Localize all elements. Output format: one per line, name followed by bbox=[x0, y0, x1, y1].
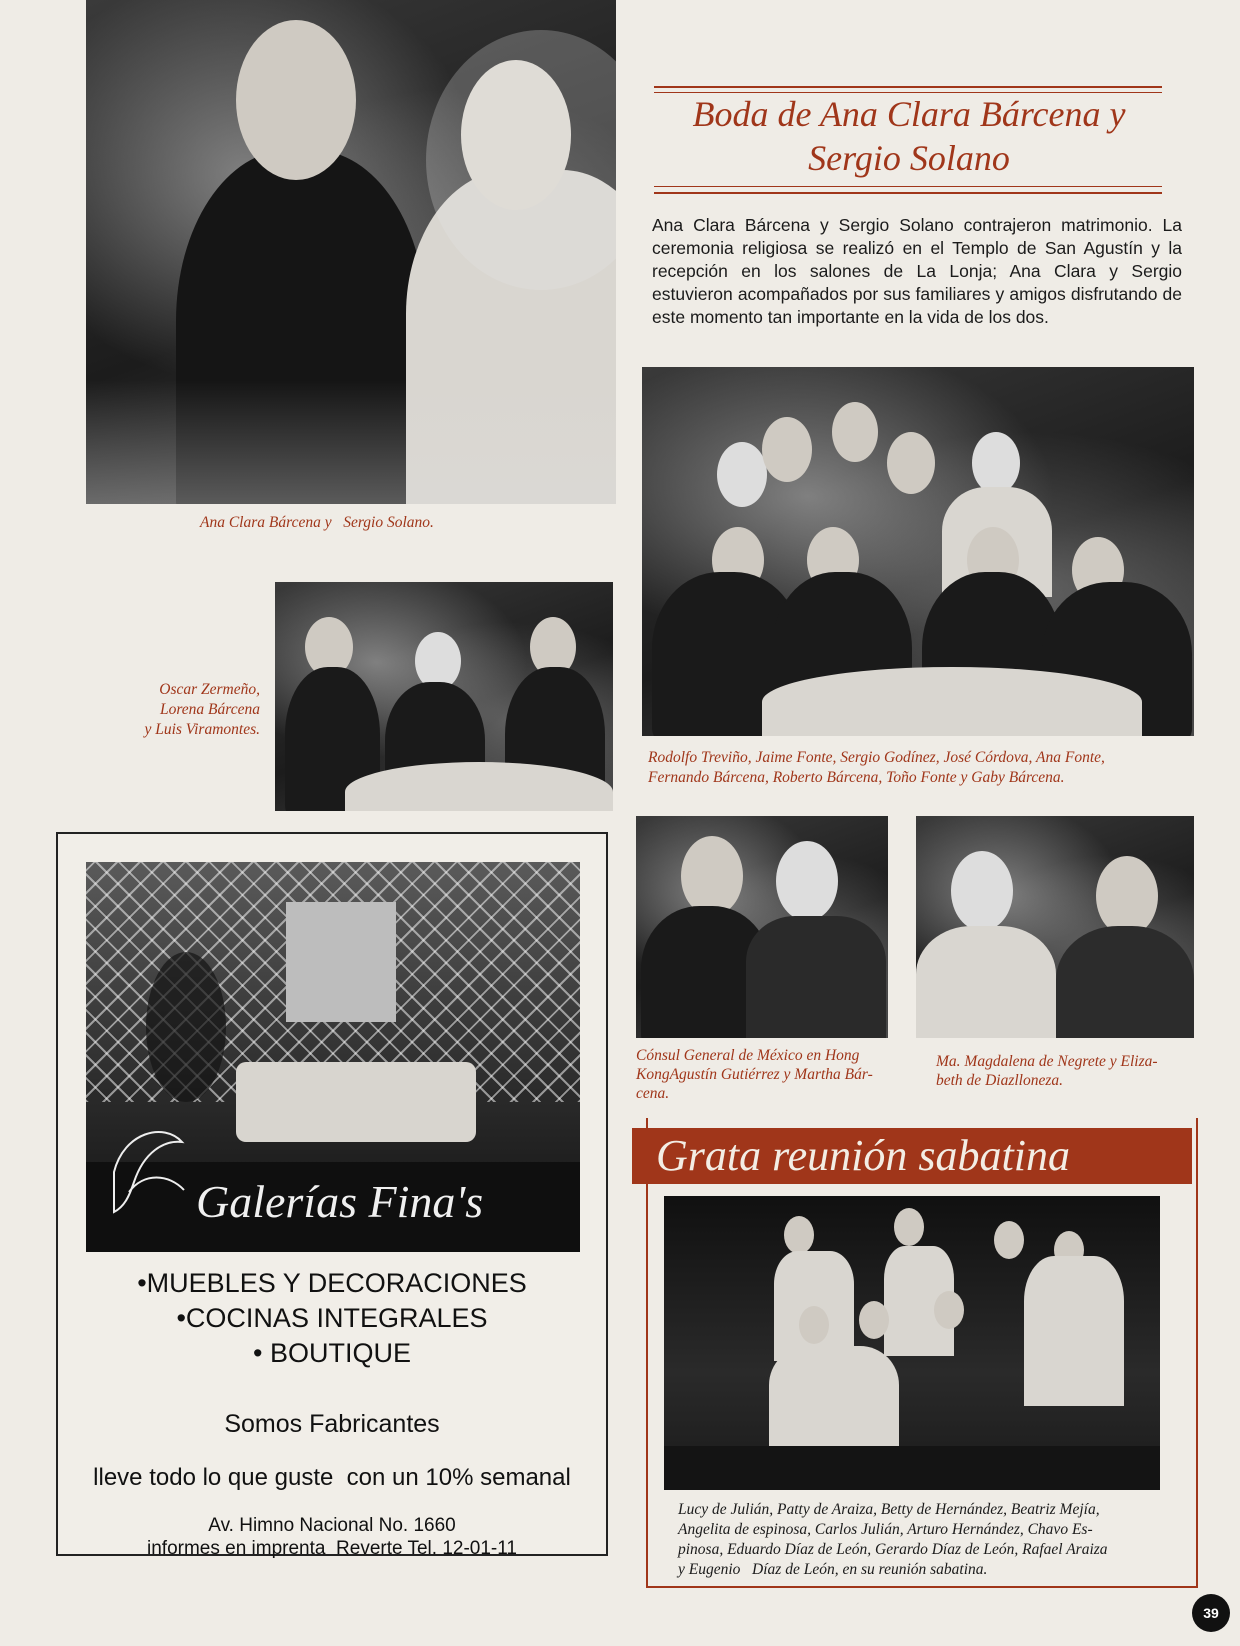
consul-caption-2: KongAgustín Gutiérrez y Martha Bár- bbox=[636, 1066, 873, 1083]
reunion-caption-4: y Eugenio Díaz de León, en su reunión sabatina. bbox=[678, 1561, 988, 1578]
ladies-caption-2: beth de Diazlloneza. bbox=[936, 1072, 1063, 1089]
dolphin-logo-icon bbox=[104, 1112, 190, 1222]
trio-caption-3: y Luis Viramontes. bbox=[144, 721, 260, 738]
trio-caption-2: Lorena Bárcena bbox=[159, 701, 260, 718]
ad-offer: lleve todo lo que guste con un 10% semanal bbox=[93, 1464, 571, 1491]
page-number: 39 bbox=[1192, 1594, 1230, 1632]
ad-line-boutique: • BOUTIQUE bbox=[253, 1338, 411, 1368]
reunion-photo bbox=[664, 1196, 1160, 1490]
ad-line-kitchens: •COCINAS INTEGRALES bbox=[176, 1303, 488, 1333]
reunion-banner bbox=[632, 1128, 1192, 1184]
group-caption-2: Fernando Bárcena, Roberto Bárcena, Toño Fonte y Gaby Bárcena. bbox=[648, 769, 1065, 786]
trio-photo bbox=[275, 582, 613, 811]
title-rule-bottom-2 bbox=[654, 192, 1162, 194]
ad-contact: informes en imprenta Reverte Tel. 12-01-11 bbox=[147, 1538, 517, 1559]
ladies-photo bbox=[916, 816, 1194, 1038]
consul-caption-1: Cónsul General de México en Hong bbox=[636, 1047, 860, 1064]
furniture-advertisement bbox=[56, 832, 608, 1559]
title-rule-top bbox=[654, 86, 1162, 88]
ad-line-furniture: •MUEBLES Y DECORACIONES bbox=[137, 1268, 527, 1298]
group-caption-1: Rodolfo Treviño, Jaime Fonte, Sergio Godínez, José Córdova, Ana Fonte, bbox=[648, 749, 1105, 766]
wedding-couple-photo bbox=[86, 0, 616, 504]
consul-photo bbox=[636, 816, 888, 1038]
reunion-caption-3: pinosa, Eduardo Díaz de León, Gerardo Díaz de León, Rafael Araiza bbox=[678, 1541, 1108, 1558]
ad-showroom-photo bbox=[86, 862, 580, 1252]
trio-caption-1: Oscar Zermeño, bbox=[159, 681, 260, 698]
reunion-caption-1: Lucy de Julián, Patty de Araiza, Betty de Hernández, Beatriz Mejía, bbox=[678, 1501, 1100, 1518]
article-title: Boda de Ana Clara Bárcena y Sergio Solano bbox=[692, 94, 1126, 178]
consul-caption-3: cena. bbox=[636, 1085, 670, 1102]
ladies-caption-1: Ma. Magdalena de Negrete y Eliza- bbox=[936, 1053, 1158, 1070]
article-body: Ana Clara Bárcena y Sergio Solano contrajeron matrimonio. La ceremonia religiosa se realizó en el Templo de San Agustín y la recepción en los salones de La Lonja; Ana Clara y Sergio estuvieron acompañados por sus familiares y amigos disfrutando de este momento tan importante en la vida de los dos. bbox=[652, 215, 1182, 327]
reunion-title: Grata reunión sabatina bbox=[656, 1131, 1070, 1180]
ad-tagline: Somos Fabricantes bbox=[224, 1410, 440, 1438]
couple-caption: Ana Clara Bárcena y Sergio Solano. bbox=[200, 514, 434, 531]
ad-address: Av. Himno Nacional No. 1660 bbox=[208, 1515, 456, 1536]
title-rule-bottom bbox=[654, 186, 1162, 187]
ad-brand-name: Galerías Fina's bbox=[196, 1176, 484, 1227]
reunion-caption-2: Angelita de espinosa, Carlos Julián, Arturo Hernández, Chavo Es- bbox=[678, 1521, 1093, 1538]
group-photo bbox=[642, 367, 1194, 736]
